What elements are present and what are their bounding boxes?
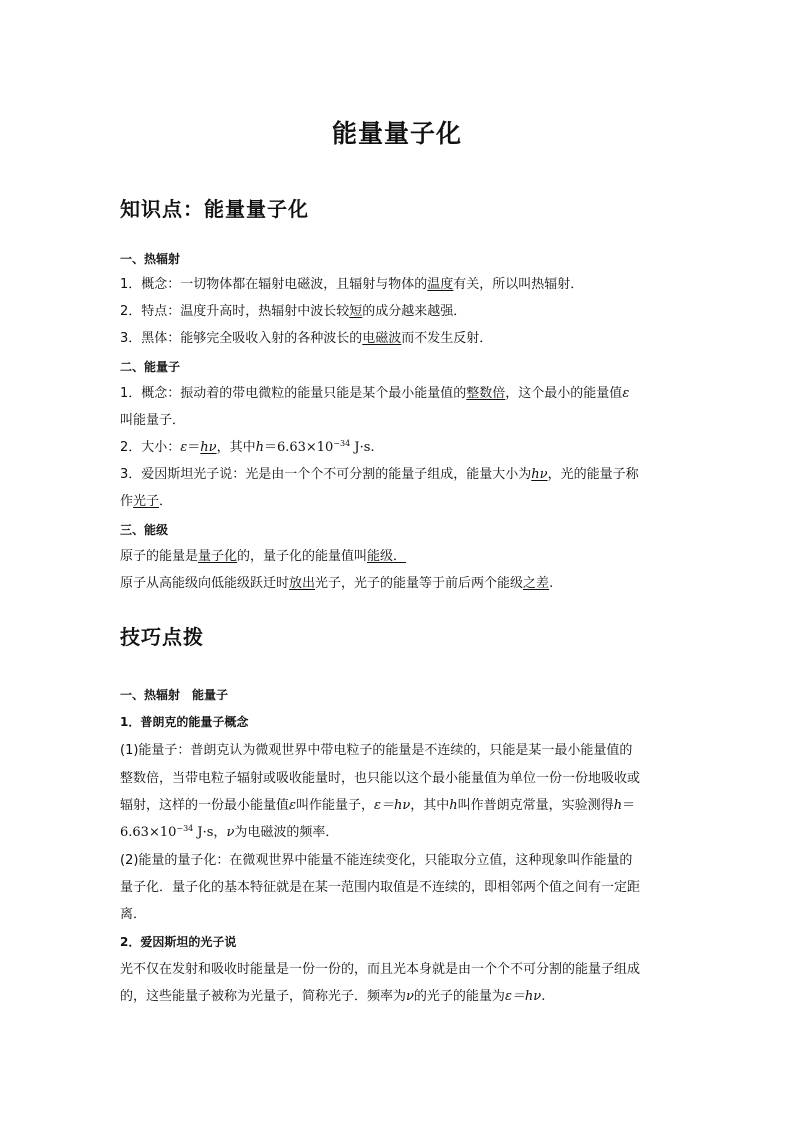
underlined-term: 放出 [289,576,316,591]
text-segment: 2．大小： [120,440,181,455]
text-segment: ，这个最小的能量值 [505,386,623,401]
text-segment: 叫作普朗克常量，实验测得 [457,798,614,813]
text-segment: 2．特点：温度升高时，热辐射中波长较 [120,304,350,319]
epsilon-symbol: ε [289,798,296,813]
text-segment: ，其中 [216,440,256,455]
text-segment: 光子，光子的能量等于前后两个能级 [315,576,524,591]
nu-symbol: ν [226,825,235,840]
planck-symbol: h [449,798,458,813]
epsilon-symbol: ε [180,440,188,455]
planck-value: ＝6.63×10 [263,440,334,455]
text-segment: 的，量子化的能量值叫 [237,549,368,564]
text-segment: 有关，所以叫热辐射． [453,277,584,292]
formula-hv: hν [531,467,548,482]
paragraph-p1-line2: 整数倍，当带电粒子辐射或吸收能量时，也只能以这个最小能量值为单位一份一份地吸收或 [120,771,641,786]
planck-symbol: h [255,440,264,455]
exponent: −34 [333,439,351,448]
part-title-energy-levels: 三、能级 [120,523,169,537]
page-title: 能量量子化 [331,119,462,148]
paragraph-q2 [120,439,680,457]
text-segment: 3．爱因斯坦光子说：光是由一个个不可分割的能量子组成，能量大小为 [120,467,532,482]
formula-energy: ε＝hν [374,798,411,813]
text-segment: 1．概念：振动着的带电微粒的能量只能是某个最小能量值的 [120,386,467,401]
underlined-term: 量子化 [198,549,238,564]
section-heading-tips: 技巧点拨 [120,625,204,649]
paragraph-q3 [120,466,680,484]
text-segment: 原子从高能级向低能级跃迁时 [120,576,290,591]
underlined-term: 温度 [427,277,454,292]
part-title-radiation-quantum: 一、热辐射 能量子 [120,688,229,702]
text-segment: ＝ [622,798,636,813]
text-segment: ，光的能量子称 [547,467,639,482]
formula-hv: hν [200,440,217,455]
paragraph-q3-line2 [120,493,680,511]
paragraph-q1-line2: 叫能量子． [120,413,186,428]
text-segment: 1．概念：一切物体都在辐射电磁波，且辐射与物体的 [120,277,428,292]
text-segment: 的成分越来越强． [362,304,467,319]
section-heading-knowledge: 知识点：能量量子化 [120,197,309,221]
planck-symbol: h [613,798,623,813]
paragraph-r2 [120,575,680,593]
part-title-energy-quantum: 二、能量子 [120,360,181,374]
subsection-title-planck: 1．普朗克的能量子概念 [120,715,249,729]
paragraph-r1 [120,548,680,566]
text-segment: 作 [120,494,134,509]
paragraph-p1-line4 [120,824,680,842]
underlined-term: 电磁波 [362,331,402,346]
text-segment: . [549,576,554,591]
text-segment: 叫作能量子， [296,798,375,813]
paragraph-item1 [120,276,680,294]
text-segment: 的光子的能量为 [413,989,505,1004]
underlined-term: 短 [349,304,363,319]
unit: J·s. [350,440,375,455]
nu-symbol: ν [406,989,414,1004]
text-segment: 原子的能量是 [120,549,199,564]
exponent: −34 [176,824,194,833]
formula-energy: ε＝hν. [504,989,546,1004]
paragraph-p2-line2: 量子化．量子化的基本特征就是在某一范围内取值是不连续的，即相邻两个值之间有一定距 [120,880,641,895]
underlined-term: 光子 [133,494,160,509]
paragraph-p2-line3: 离． [120,907,147,922]
paragraph-p1-line3 [120,797,680,815]
text-segment: 为电磁波的频率． [234,825,339,840]
underlined-term: 能级． [367,549,407,564]
paragraph-p3-line2 [120,988,680,1006]
subsection-title-einstein: 2．爱因斯坦的光子说 [120,935,237,949]
planck-value: 6.63×10 [120,825,177,840]
epsilon-symbol: ε [622,386,630,401]
text-segment: 3．黑体：能够完全吸收入射的各种波长的 [120,331,363,346]
paragraph-item2 [120,303,680,321]
unit: J·s， [193,825,227,840]
paragraph-item3 [120,330,680,348]
text-segment: 辐射，这样的一份最小能量值 [120,798,290,813]
text-segment: 的，这些能量子被称为光量子，简称光子．频率为 [120,989,407,1004]
text-segment: ＝ [187,440,201,455]
underlined-term: 整数倍 [466,386,506,401]
paragraph-p3-line1: 光不仅在发射和吸收时能量是一份一份的，而且光本身就是由一个个不可分割的能量子组成 [120,962,641,977]
text-segment: ． [159,494,173,509]
text-segment: ，其中 [410,798,450,813]
paragraph-q1 [120,385,680,403]
paragraph-p1-line1: (1)能量子：普朗克认为微观世界中带电粒子的能量是不连续的，只能是某一最小能量值的 [120,743,633,758]
part-title-thermal-radiation: 一、热辐射 [120,252,181,266]
text-segment: 而不发生反射． [401,331,493,346]
paragraph-p2-line1: (2)能量的量子化：在微观世界中能量不能连续变化，只能取分立值，这种现象叫作能量的 [120,853,633,868]
underlined-term: 之差 [523,576,550,591]
